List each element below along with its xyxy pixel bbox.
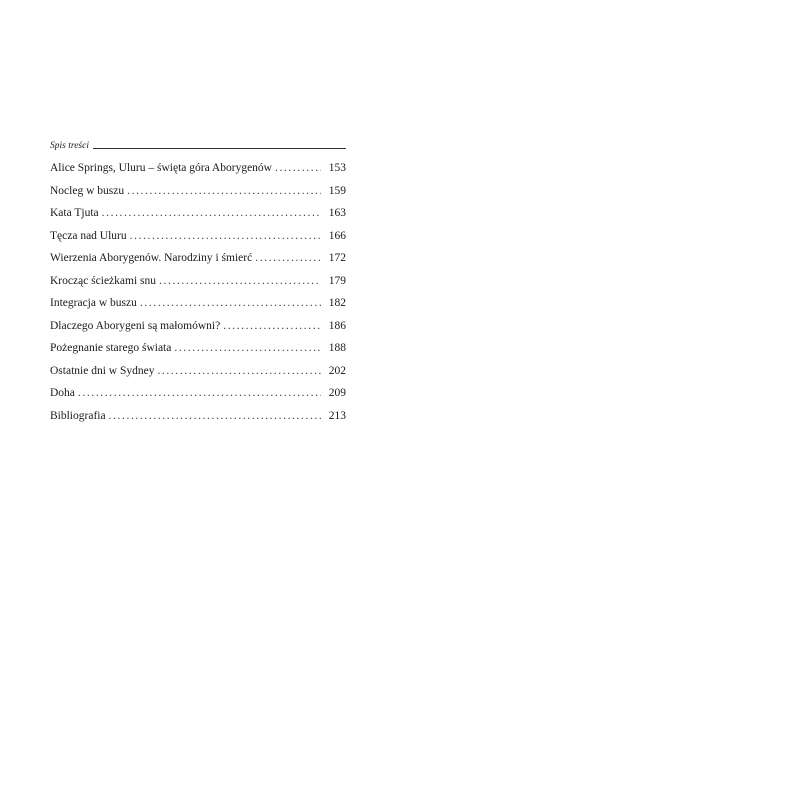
toc-entry-page: 166: [328, 229, 346, 242]
toc-running-header: [50, 141, 346, 151]
toc-entry: [50, 162, 346, 185]
toc-entry-title: Doha: [50, 387, 75, 399]
toc-entry-page: 179: [328, 274, 346, 287]
toc-entry-page: 188: [328, 342, 346, 354]
toc-header-label: Spis treści: [50, 141, 89, 151]
toc-entry: [50, 297, 346, 320]
toc-entry: [50, 410, 346, 433]
right-page: [400, 0, 800, 800]
toc-leader-dots: [174, 342, 321, 354]
toc-header-rule: [93, 148, 346, 149]
toc-entry-page: 159: [328, 184, 346, 197]
toc-entry: [50, 320, 346, 343]
toc-entry-title: Dlaczego Aborygeni są małomówni?: [50, 319, 221, 332]
toc-leader-dots: [157, 365, 321, 377]
toc-entry-title: Wierzenia Aborygenów. Narodziny i śmierć: [50, 252, 253, 264]
toc-entry-page: 153: [328, 162, 346, 174]
toc-entry: [50, 185, 346, 208]
toc-entry-title: Alice Springs, Uluru – święta góra Aborygenów: [50, 162, 272, 174]
toc-entry-title: Pożegnanie starego świata: [50, 342, 172, 354]
toc-entry-page: 209: [328, 387, 346, 399]
toc-entry-title: Ostatnie dni w Sydney: [50, 364, 155, 377]
toc-entry-page: 202: [328, 364, 346, 377]
toc-leader-dots: [102, 207, 321, 219]
toc-entry-page: 163: [328, 207, 346, 219]
toc-entry: [50, 342, 346, 365]
toc-entry: [50, 252, 346, 275]
toc-entry: [50, 207, 346, 230]
toc-leader-dots: [275, 162, 321, 174]
toc-entry-page: 186: [328, 319, 346, 332]
toc-entry: [50, 387, 346, 410]
toc-leader-dots: [140, 297, 321, 309]
toc-entry: [50, 230, 346, 253]
toc-entry-page: 182: [328, 297, 346, 309]
toc-entry-title: Nocleg w buszu: [50, 184, 125, 197]
toc-leader-dots: [127, 185, 321, 197]
toc-leader-dots: [78, 387, 321, 399]
toc-entry-title: Bibliografia: [50, 409, 106, 422]
toc-leader-dots: [255, 252, 321, 264]
toc-entry-title: Tęcza nad Uluru: [50, 229, 127, 242]
table-of-contents: [50, 162, 346, 432]
toc-entry-page: 172: [328, 252, 346, 264]
toc-entry-title: Kata Tjuta: [50, 207, 99, 219]
toc-entry-title: Krocząc ścieżkami snu: [50, 274, 157, 287]
toc-leader-dots: [223, 320, 321, 332]
toc-leader-dots: [159, 275, 321, 287]
toc-leader-dots: [130, 230, 321, 242]
toc-leader-dots: [109, 410, 321, 422]
toc-entry: [50, 275, 346, 298]
toc-entry-page: 213: [328, 409, 346, 422]
toc-entry: [50, 365, 346, 388]
toc-entry-title: Integracja w buszu: [50, 297, 137, 309]
